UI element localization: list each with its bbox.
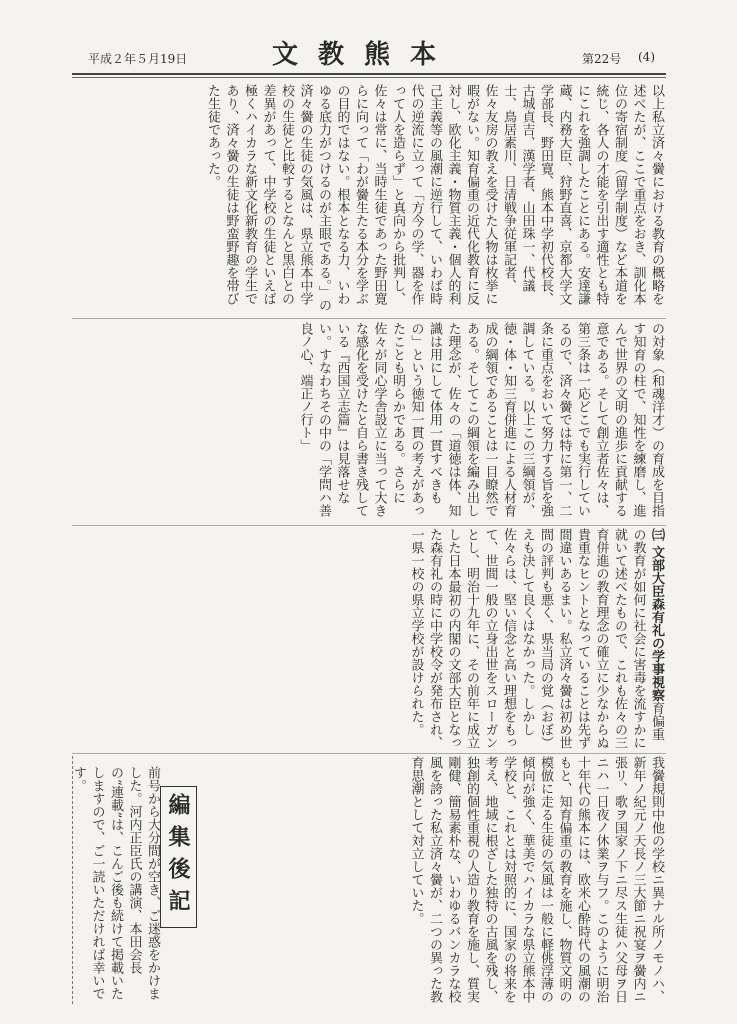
section-heading: ㈢ 文部大臣森有礼の学事視察 — [649, 528, 664, 702]
page-number: (4) — [638, 50, 655, 64]
editors-note — [72, 756, 203, 1004]
article-tier-3 — [71, 528, 665, 752]
article-text-2: の対象（和魂洋才）の育成を目指す知育の柱で、知性を練磨し、進んで世界の文明の進歩に貢献する意である。そして創立者佐々は、第三条は一応どこでも実行しているので、済々黌では特に第一、二条に重点をおいて努力する旨を強調している。以上この三綱領が、徳・体・知三育併進による人材育成の綱領であることは一目瞭然である。そしてこの綱領を編み出した理念が、佐々の「道徳は体、知識は用にして体用一貫すべきもの」という徳知一貫の考えがあったことも明らかである。さらに佐々が同心学舎設立に当って大きな感化を受けたと自ら書き残している『西国立志篇』は見落せない。すなわちその中の「学問ハ善良ノ心、端正ノ行ト」 — [297, 322, 664, 517]
newspaper-title: 文教熊本 — [272, 40, 457, 70]
article-text-1: 以上私立済々黌における教育の概略を述べたが、ここで重点をおき、訓化本位の寄宿制度（留学制度）など本道を統じ、各人の才能を引出す適性とも特にこれを強調したことにある。安達謙蔵、内務大臣、狩野直喜、京都大学文学部長、野田寛、熊本中学初代校長、古城貞吉、漢学者、山田珠一、代議士、鳥居素川、日清戦争従軍記者、佐々友房の教えを受けた人物は枚挙に暇がない。知育偏重の近代化教育に反対し、欧化主義・物質主義・個人的利己主義等の風潮に逆行して、いわば時代の逆流に立って「方今の学、器を作って人を造らず」と真向から批判し、佐々は常に、当時生徒であった野田寛らに向って「わが黌生たる本分を学ぶの目的ではない。根本となる力、いわゆる底力がつけるのが主眼である。」の済々黌の生徒の気風は、県立熊本中学校の生徒と比較するとなんと黒白との差異があって、中学校の生徒といえば極くハイカラな新文化新教育の学生であり、済々黌の生徒は野蛮野趣を帯びた生徒であった。 — [205, 84, 664, 312]
article-text-3-body: 育偏重の教育が如何に社会に害毒を流すかに就いて述べたもので、これも佐々の三育併進の教育理念の確立に少なからぬ貴重なヒントとなっていることは先ず間違いあるまい。私立済々黌は初め世間の評判も悪く、県当局の覚（おぼ）えも決して良くはなかった。しかし佐々らは、堅い信念と高い理想をもって、世間一般の立身出世をスローガンとし、明治十九年に、その前年に成立した日本最初の内閣の文部大臣となった森有礼の時に中学校令が発布され、一県一校の県立学校が設けられた。 — [408, 528, 664, 749]
tier-divider — [72, 318, 666, 319]
issue-date: 平成２年５月19日 — [88, 52, 188, 66]
editors-note-title: 編集後記 — [160, 786, 197, 928]
page-header — [0, 0, 737, 80]
header-rule — [72, 73, 666, 75]
article-tier-2 — [71, 322, 665, 522]
editors-note-body: 前号から大分間が空き、ご迷惑をかけました。河内正臣氏の講演、本田会長の“連載”は、こんご後も続けて掲載いたしますので、ご一読いただければ幸いです。 — [71, 766, 160, 1001]
tier-divider — [72, 753, 666, 754]
article-text-4: 我黌規則中他の学校ニ異ナル所ノモノハ、新年ノ紀元ノ天長ノ三大節ニ祝宴ヲ黌内ニ張リ、歌ヲ国家ノ下ニ尽ス生徒ハ父母ヲ日ニハ一日夜ノ休業ヲ与フ。このように明治十年代の熊本には、欧米心酔時代の風潮のもと、知育偏重の教育を施し、物質文明の模倣に走る生徒の気風は一般に軽佻浮薄の傾向が強く、華美でハイカラな県立熊本中学校と、これとは対照的に、国家の将来を考え、地域に根ざした独特の古風を残し、独創的個性重視の人造り教育を施し、質実剛健、簡易素朴な、いわゆるバンカラな校風を誇った私立済々黌が、二つの異った教育思潮として対立していた。 — [408, 756, 664, 1003]
header-rule-thin — [72, 77, 666, 78]
issue-number: 第22号 — [582, 52, 622, 66]
tier-divider — [72, 525, 666, 526]
article-tier-1 — [71, 84, 665, 312]
article-text-3 — [71, 528, 665, 752]
